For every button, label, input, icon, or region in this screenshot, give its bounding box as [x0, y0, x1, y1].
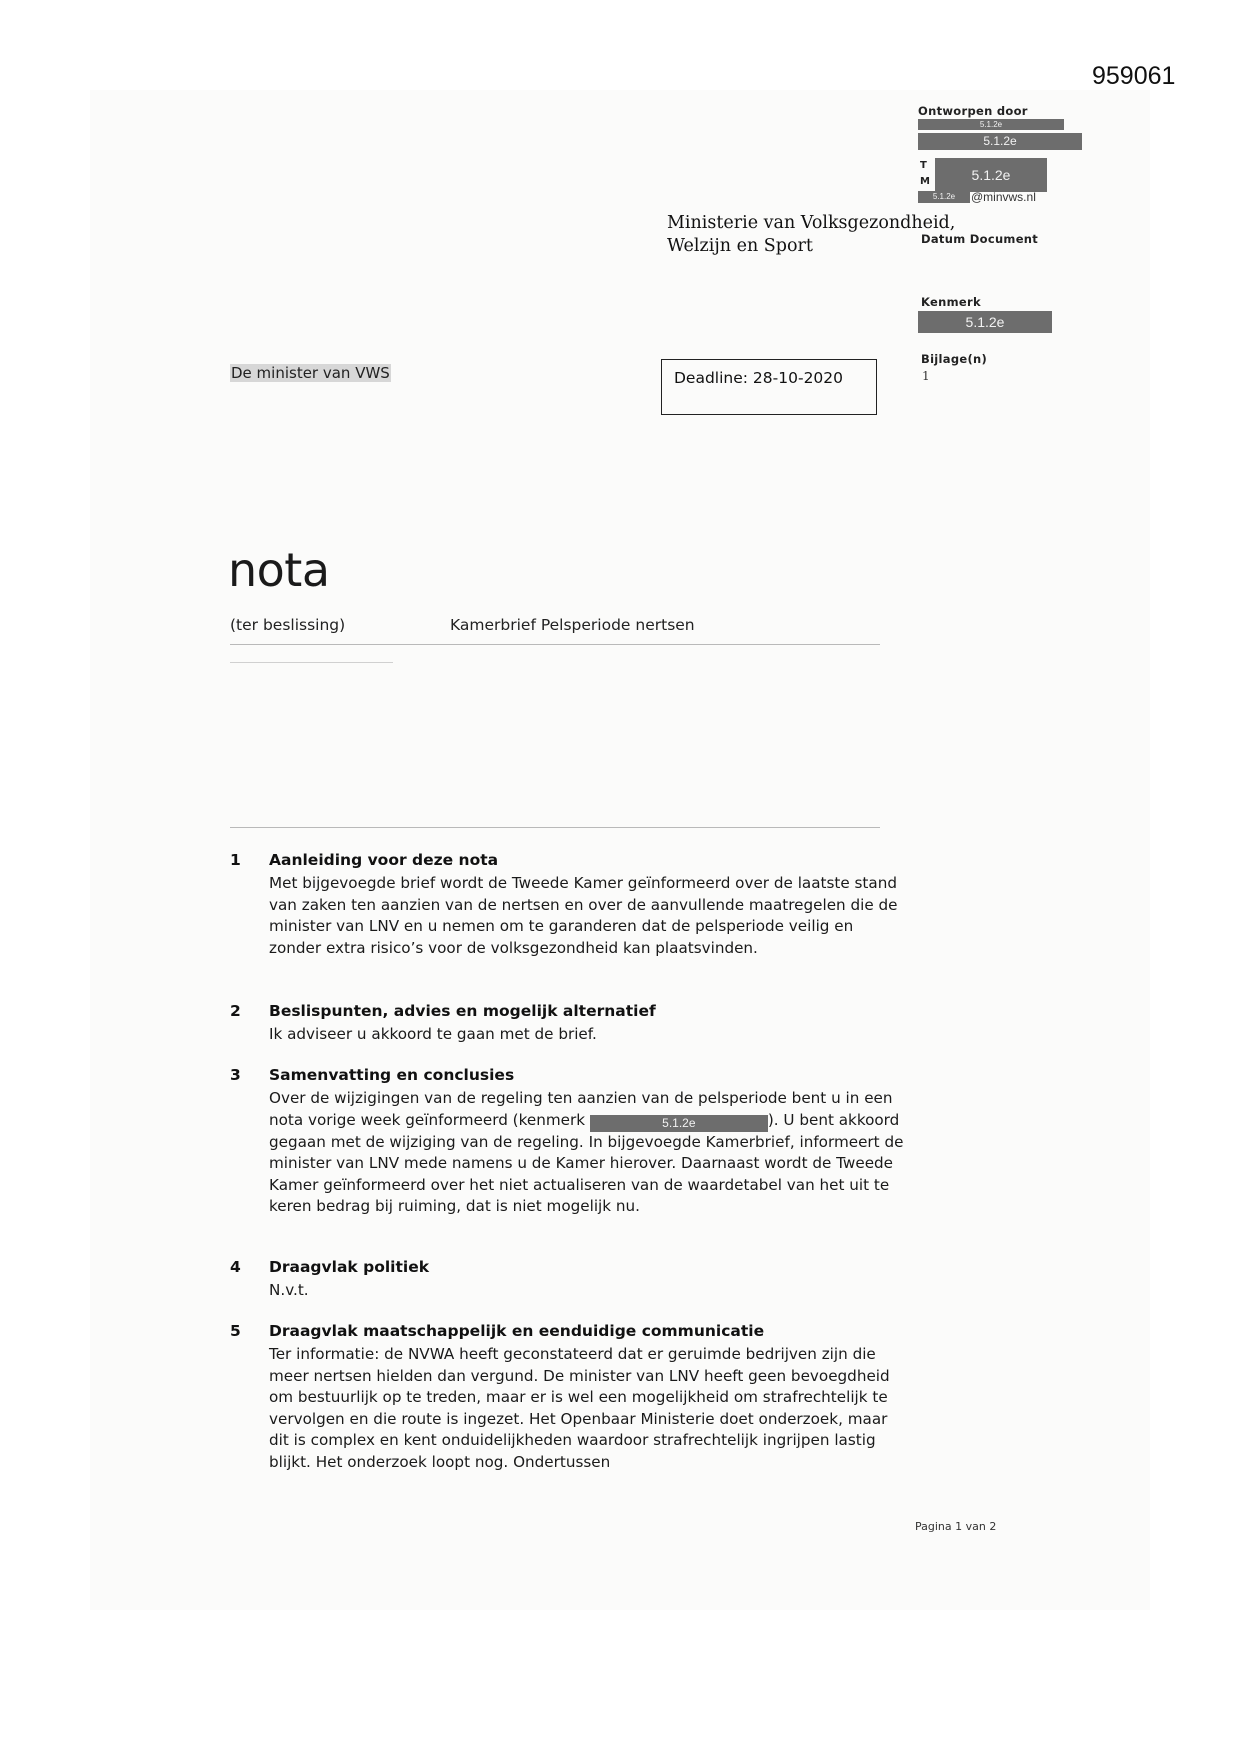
section-title: Beslispunten, advies en mogelijk alternatief	[269, 1002, 656, 1020]
document-number: 959061	[1092, 62, 1176, 90]
section-title: Draagvlak politiek	[269, 1258, 430, 1276]
ministry-logo-text	[667, 212, 956, 258]
deadline-box	[661, 359, 877, 415]
mobile-label: M	[920, 176, 931, 187]
section-body: Ter informatie: de NVWA heeft geconstateerd dat er geruimde bedrijven zijn die meer nertsen hielden dan vergund. De minister van LNV heeft geen bevoegdheid om bestuurlijk op te treden, maar er is wel een mogelijkheid om strafrechtelijk te vervolgen en die route is ingezet. Het Openbaar Ministerie doet onderzoek, maar dit is complex en kent onduidelijkheden waardoor strafrechtelijk ingrijpen lastig blijkt. Het onderzoek loopt nog. Ondertussen	[269, 1345, 890, 1471]
addressee: De minister van VWS	[231, 364, 390, 382]
telephone-label: T	[920, 160, 928, 171]
redacted-email-user: 5.1.2e	[918, 191, 970, 203]
section-number: 1	[230, 851, 241, 869]
bijlage-value: 1	[922, 369, 930, 383]
ministry-line-2: Welzijn en Sport	[667, 236, 813, 256]
section-body: N.v.t.	[269, 1281, 309, 1299]
deadline-text: Deadline: 28-10-2020	[674, 369, 844, 387]
section-body: Met bijgevoegde brief wordt de Tweede Kamer geïnformeerd over de laatste stand van zaken ten aanzien van de nertsen en over de aanvullende maatregelen die de minister van LNV en u nemen om te garanderen dat de pelsperiode veilig en zonder extra risico’s voor de volksgezondheid kan plaatsvinden.	[269, 874, 898, 957]
page-title: nota	[228, 543, 330, 597]
divider-short	[230, 662, 393, 663]
nota-subtype: (ter beslissing)	[230, 616, 346, 634]
bijlage-label: Bijlage(n)	[921, 352, 988, 366]
section-title: Draagvlak maatschappelijk en eenduidige communicatie	[269, 1322, 765, 1340]
nota-subject: Kamerbrief Pelsperiode nertsen	[450, 616, 695, 634]
section-number: 3	[230, 1066, 241, 1084]
divider-bottom	[230, 827, 880, 828]
redacted-kenmerk-inline: 5.1.2e	[590, 1115, 768, 1132]
redacted-kenmerk: 5.1.2e	[918, 311, 1052, 333]
redacted-name: 5.1.2e	[918, 133, 1082, 150]
datum-document-label: Datum Document	[921, 232, 1039, 246]
ministry-line-1: Ministerie van Volksgezondheid,	[667, 213, 956, 233]
section-title: Aanleiding voor deze nota	[269, 851, 499, 869]
email-domain: @minvws.nl	[971, 190, 1036, 204]
section-number: 2	[230, 1002, 241, 1020]
section-body-part-2: ). U bent akkoord gegaan met de wijziging van de regeling. In bijgevoegde Kamerbrief, informeert de minister van LNV mede namens u de Kamer hierover. Daarnaast wordt de Tweede Kamer geïnformeerd over het niet actualiseren van de waardetabel van het uit te keren bedrag bij ruiming, dat is niet mogelijk nu.	[269, 1110, 904, 1216]
section-body	[269, 1088, 909, 1218]
redacted-name-small: 5.1.2e	[918, 119, 1064, 130]
section-title: Samenvatting en conclusies	[269, 1066, 515, 1084]
ontworpen-door-label: Ontworpen door	[918, 104, 1028, 118]
section-body-part-1: Over de wijzigingen van de regeling ten aanzien van de pelsperiode bent u in een nota vorige week geïnformeerd (kenmerk	[269, 1089, 893, 1129]
redacted-phone: 5.1.2e	[935, 158, 1047, 192]
section-body: Ik adviseer u akkoord te gaan met de brief.	[269, 1025, 597, 1043]
section-number: 5	[230, 1322, 241, 1340]
divider-top	[230, 644, 880, 645]
page-number: Pagina 1 van 2	[915, 1520, 997, 1533]
kenmerk-label: Kenmerk	[921, 295, 981, 309]
section-number: 4	[230, 1258, 241, 1276]
